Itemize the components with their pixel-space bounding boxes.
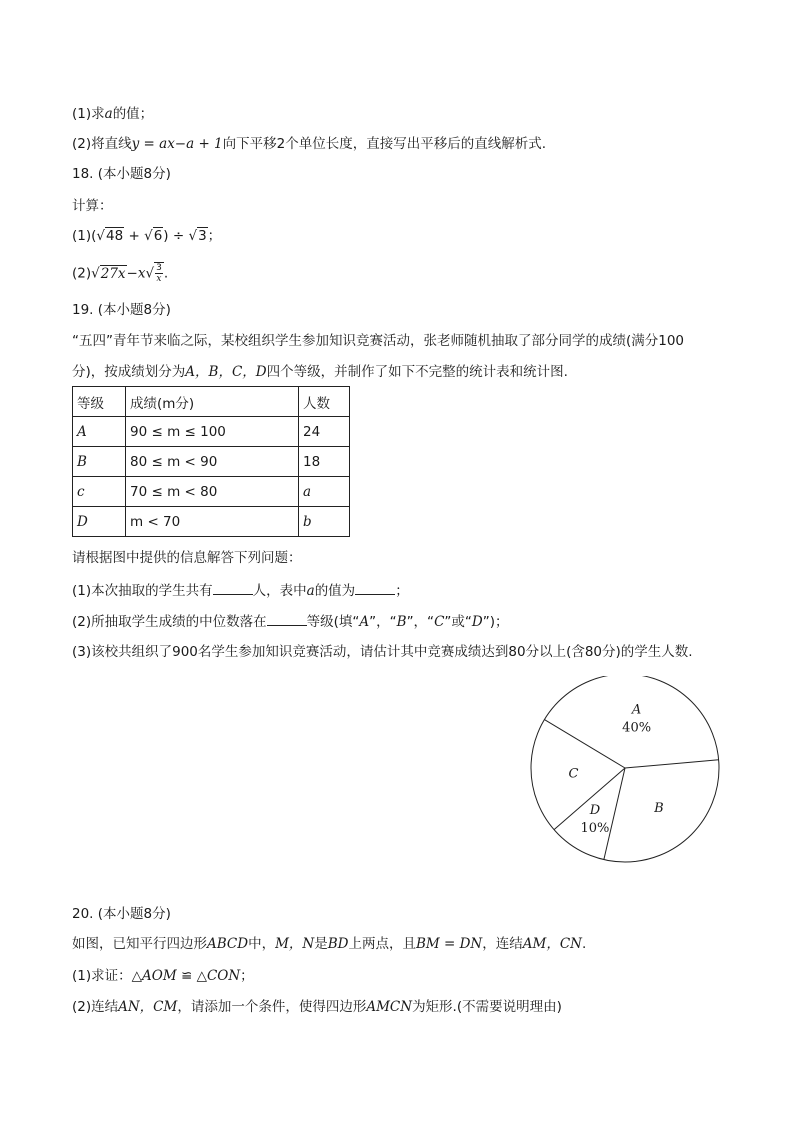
table-cell: B bbox=[73, 447, 126, 477]
pie-percent-d: 10% bbox=[580, 820, 610, 836]
table-row bbox=[73, 447, 350, 477]
sqrt-3: 3 bbox=[198, 228, 207, 244]
table-cell: c bbox=[73, 477, 126, 507]
table-cell: 80 ≤ m < 90 bbox=[126, 447, 299, 477]
q18-part2: (2)√27x−x√ $\frac{3}{x}$ . bbox=[72, 263, 169, 284]
q18-part1: (1)(√48 + √6) ÷ √3； bbox=[72, 228, 222, 244]
pie-label-d: D bbox=[589, 802, 601, 818]
table-row bbox=[73, 477, 350, 507]
pie-label-a: A bbox=[631, 702, 642, 718]
sqrt-6: 6 bbox=[153, 228, 163, 244]
pie-chart bbox=[525, 676, 725, 871]
table-header-cell: 成绩(m分) bbox=[126, 387, 299, 417]
table-cell: 70 ≤ m < 80 bbox=[126, 477, 299, 507]
pie-label-c: C bbox=[568, 766, 579, 782]
q19-instruction: 请根据图中提供的信息解答下列问题： bbox=[72, 550, 302, 566]
table-header-cell: 人数 bbox=[299, 387, 350, 417]
table-row bbox=[73, 507, 350, 537]
table-cell: A bbox=[73, 417, 126, 447]
q18-header: 18. (本小题8分) bbox=[72, 166, 171, 182]
q20-intro: 如图，已知平行四边形ABCD中，M，N是BD上两点，且BM = DN，连结AM，CN. bbox=[72, 936, 587, 952]
grade-table bbox=[72, 386, 350, 537]
q20-part2: (2)连结AN，CM，请添加一个条件，使得四边形AMCN为矩形.(不需要说明理由) bbox=[72, 999, 562, 1015]
table-cell: a bbox=[299, 477, 350, 507]
q19-question2: (2)所抽取学生成绩的中位数落在 等级(填“A”，“B”，“C”或“D”)； bbox=[72, 611, 509, 632]
q19-question1: (1)本次抽取的学生共有 人，表中a的值为 ； bbox=[72, 580, 409, 601]
sqrt-frac bbox=[154, 262, 164, 284]
sqrt-48: 48 bbox=[106, 228, 124, 244]
q20-part1: (1)求证：△AOM ≌ △CON； bbox=[72, 968, 254, 984]
table-cell: D bbox=[73, 507, 126, 537]
answer-blank bbox=[213, 580, 253, 595]
table-cell: m < 70 bbox=[126, 507, 299, 537]
table-cell: b bbox=[299, 507, 350, 537]
q17-part2: (2)将直线y = ax−a + 1向下平移2个单位长度，直接写出平移后的直线解析式. bbox=[72, 136, 547, 152]
q19-header: 19. (本小题8分) bbox=[72, 302, 171, 318]
table-header-cell: 等级 bbox=[73, 387, 126, 417]
q18-intro: 计算： bbox=[72, 198, 113, 214]
q17-part1: (1)求a的值； bbox=[72, 106, 154, 122]
table-cell: 90 ≤ m ≤ 100 bbox=[126, 417, 299, 447]
q20-header: 20. (本小题8分) bbox=[72, 906, 171, 922]
pie-label-b: B bbox=[654, 801, 664, 817]
q19-intro-line1: “五四”青年节来临之际，某校组织学生参加知识竞赛活动，张老师随机抽取了部分同学的成绩(满分100 bbox=[72, 333, 685, 349]
answer-blank bbox=[355, 580, 395, 595]
answer-blank bbox=[267, 611, 307, 626]
table-cell: 18 bbox=[299, 447, 350, 477]
table-header-row bbox=[73, 387, 350, 417]
table-row bbox=[73, 417, 350, 447]
pie-percent-a: 40% bbox=[622, 720, 652, 736]
q19-question3: (3)该校共组织了900名学生参加知识竞赛活动，请估计其中竞赛成绩达到80分以上(含80分)的学生人数. bbox=[72, 644, 693, 660]
table-cell: 24 bbox=[299, 417, 350, 447]
q19-intro-line2: 分)，按成绩划分为A，B，C，D四个等级，并制作了如下不完整的统计表和统计图. bbox=[72, 364, 568, 380]
fraction-3-over-x: $\frac{3}{x}$ bbox=[156, 263, 162, 284]
sqrt-27x: 27x bbox=[100, 265, 126, 282]
